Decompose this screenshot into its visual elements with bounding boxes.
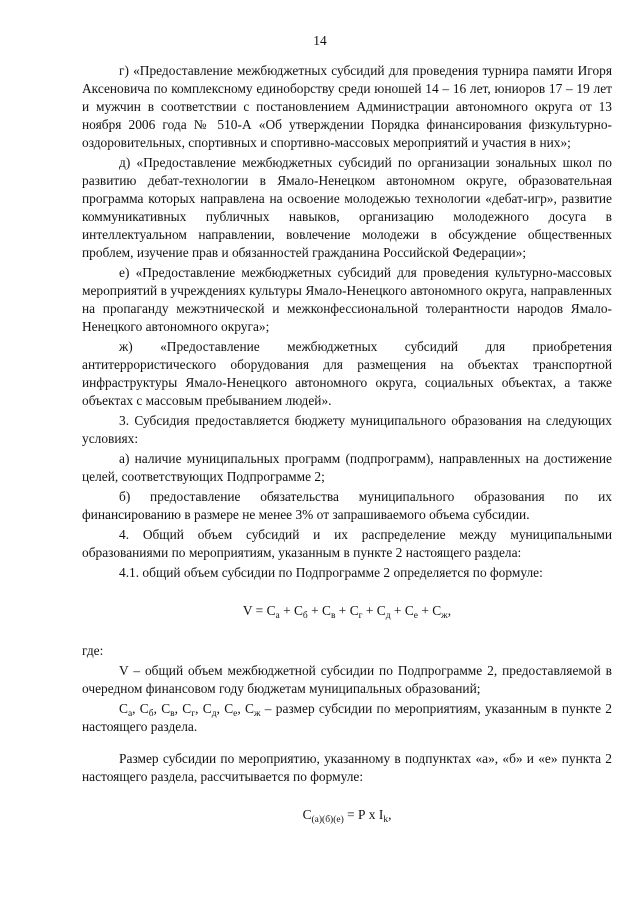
item-zh: ж) «Предоставление межбюджетных субсидий для приобретения антитеррористического оборудования для размещения на объектах транспортной инфраструктуры Ямало-Ненецкого автономного округа, социальных объектах, а также объектах с массовым пребыванием людей».: [82, 339, 612, 408]
definition-c: [82, 700, 612, 736]
formula-tail: ,: [447, 603, 452, 618]
formula-term-sub: в: [330, 611, 336, 621]
item-g: г) «Предоставление межбюджетных субсидий для проведения турнира памяти Игоря Аксеновича по комплексному единоборству среди юношей 14 – 16 лет, юниоров 17 – 19 лет и мужчин в соответствии с постановлением Администрации автономного округа от 13 ноября 2006 года № 510-А «Об утверждении Порядка финансирования физкультурно-оздоровительных, спортивных и спортивно-массовых мероприятий и участия в них»;: [82, 63, 612, 150]
formula-size-rhs: = Р х I: [343, 807, 384, 822]
definition-c-separator: ,: [195, 701, 203, 716]
definition-c-separator: ,: [132, 701, 140, 716]
definition-c-sub: а: [127, 709, 133, 719]
formula-term-base: С: [432, 603, 442, 618]
definition-c-sub: е: [233, 709, 238, 719]
formula-term-base: С: [293, 603, 303, 618]
formula-total-volume: [82, 602, 612, 620]
item-e: е) «Предоставление межбюджетных субсидий для проведения культурно-массовых мероприятий в учреждениях культуры Ямало-Ненецкого автономного округа, направленных на пропаганду межэтнической и межконфессиональной толерантности народов Ямало-Ненецкого автономного округа»;: [82, 265, 612, 334]
formula-term-sub: д: [385, 611, 391, 621]
formula-term-sub: г: [358, 611, 363, 621]
definition-c-separator: ,: [174, 701, 183, 716]
formula-size-base: С: [302, 807, 312, 822]
page-number: 14: [313, 33, 327, 48]
definition-c-base: С: [139, 701, 149, 716]
clause-4-1: 4.1. общий объем субсидии по Подпрограмме 2 определяется по формуле:: [119, 565, 543, 580]
condition-a: а) наличие муниципальных программ (подпрограмм), направленных на достижение целей, соответствующих Подпрограмме 2;: [82, 451, 612, 484]
definition-c-base: С: [119, 701, 128, 716]
clause-4: 4. Общий объем субсидий и их распределение между муниципальными образованиями по мероприятиям, указанным в пункте 2 настоящего раздела:: [82, 527, 612, 560]
formula-lhs: V =: [242, 603, 267, 618]
definition-c-symbols: [119, 701, 261, 719]
definition-c-base: С: [245, 701, 254, 716]
formula-term-base: С: [376, 603, 386, 618]
definition-c-sub: д: [211, 709, 217, 719]
formula-term-base: С: [349, 603, 359, 618]
formula-plus: +: [417, 603, 433, 618]
condition-b: б) предоставление обязательства муниципального образования по их финансированию в размере не менее 3% от запрашиваемого объема субсидии.: [82, 489, 612, 522]
definition-c-base: С: [182, 701, 192, 716]
formula-size-rhs-sub: k: [383, 815, 389, 825]
definition-c-separator: ,: [216, 701, 225, 716]
definition-v: V – общий объем межбюджетной субсидии по Подпрограмме 2, предоставляемой в очередном финансовом году бюджетам муниципальных образований;: [82, 663, 612, 696]
formula-term-base: С: [322, 603, 331, 618]
formula-size: [82, 806, 612, 824]
formula-plus: +: [335, 603, 350, 618]
formula-term-sub: е: [413, 611, 418, 621]
definition-c-base: С: [202, 701, 212, 716]
definition-c-sub: ж: [253, 709, 261, 719]
definition-c-sub: г: [191, 709, 196, 719]
definition-c-sub: в: [170, 709, 175, 719]
formula-term-base: С: [266, 603, 276, 618]
definition-c-base: С: [161, 701, 171, 716]
formula-term-sub: а: [275, 611, 280, 621]
where-label: где:: [82, 643, 104, 658]
formula-term-sub: ж: [441, 611, 448, 621]
definition-c-text: – размер субсидии по мероприятиям, указанным в пункте 2 настоящего раздела.: [82, 701, 612, 734]
item-d: д) «Предоставление межбюджетных субсидий по организации зональных школ по развитию дебат-технологии в Ямало-Ненецком автономном округе, образовательная программа которых направлена на освоение молодежью технологии «дебат-игр», развитие коммуникативных публичных навыков, организацию молодежного досуга в интеллектуальном направлении, вовлечение молодежи в обсуждение общественных проблем, изучение прав и обязанностей гражданина Российской Федерации»;: [82, 155, 612, 260]
definition-c-separator: ,: [153, 701, 162, 716]
formula-plus: +: [390, 603, 405, 618]
formula-size-sub: (а)(б)(е): [311, 815, 344, 825]
definition-c-separator: ,: [237, 701, 245, 716]
formula-plus: +: [279, 603, 294, 618]
formula-term-base: С: [404, 603, 414, 618]
formula-term-sub: б: [302, 611, 308, 621]
clause-3: 3. Субсидия предоставляется бюджету муниципального образования на следующих условиях:: [82, 413, 612, 446]
formula-plus: +: [362, 603, 377, 618]
definition-c-base: С: [224, 701, 234, 716]
formula-terms: [266, 603, 448, 621]
definition-c-sub: б: [148, 709, 154, 719]
page-content: [82, 62, 612, 824]
formula-size-tail: ,: [388, 807, 392, 822]
size-paragraph: Размер субсидии по мероприятию, указанному в подпунктах «а», «б» и «е» пункта 2 настоящего раздела, рассчитывается по формуле:: [82, 751, 612, 784]
formula-plus: +: [307, 603, 323, 618]
